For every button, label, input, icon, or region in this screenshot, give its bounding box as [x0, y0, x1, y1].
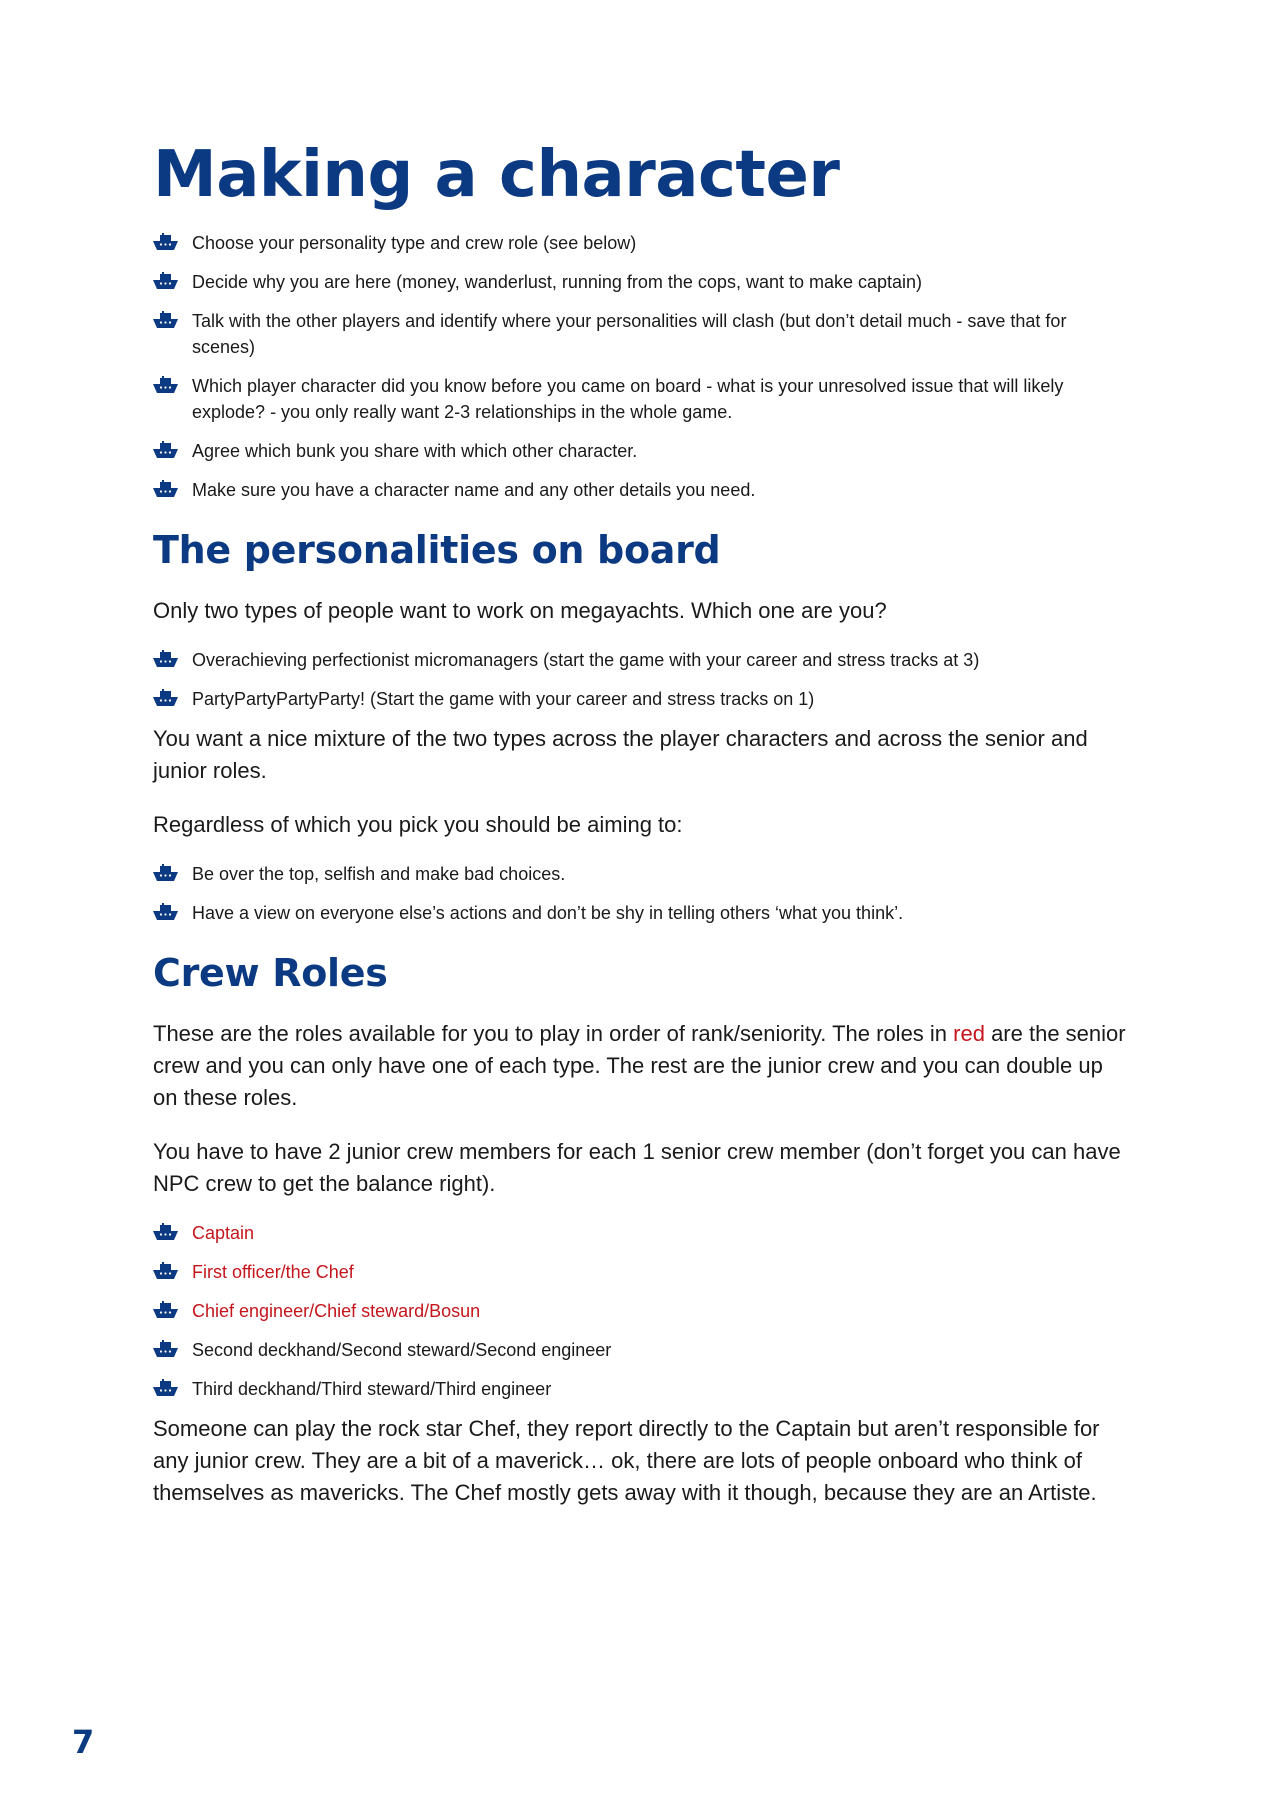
page-content [153, 130, 1128, 1509]
list-item: Which player character did you know before you came on board - what is your unresolved issue that will likely explode? - you only really want 2-3 relationships in the whole game. [153, 373, 1128, 425]
list-item: Decide why you are here (money, wanderlust, running from the cops, want to make captain) [153, 269, 1128, 295]
balance-paragraph: You have to have 2 junior crew members for each 1 senior crew member (don’t forget you can have NPC crew to get the balance right). [153, 1139, 1121, 1196]
list-item: PartyPartyPartyParty! (Start the game with your career and stress tracks on 1) [153, 686, 1128, 712]
section-heading-crew-roles: Crew Roles [153, 951, 388, 995]
page-number: 7 [72, 1723, 95, 1761]
ship-icon [153, 441, 178, 459]
ship-icon [153, 272, 178, 290]
chef-paragraph: Someone can play the rock star Chef, they report directly to the Captain but aren’t responsible for any junior crew. They are a bit of a maverick… ok, there are lots of people onboard who think of themselves as mavericks. The Chef mostly gets away with it though, because they are an Artiste. [153, 1416, 1100, 1505]
page-title: Making a character [153, 138, 840, 212]
ship-icon [153, 311, 178, 329]
list-item: Choose your personality type and crew role (see below) [153, 230, 1128, 256]
roles-list [153, 1220, 1128, 1402]
ship-icon [153, 233, 178, 251]
ship-icon [153, 376, 178, 394]
list-item: Talk with the other players and identify where your personalities will clash (but don’t detail much - save that for scenes) [153, 308, 1128, 360]
character-steps-list [153, 230, 1128, 503]
ship-icon [153, 1340, 178, 1358]
ship-icon [153, 1223, 178, 1241]
red-word: red [953, 1021, 985, 1046]
crew-roles-paragraph: These are the roles available for you to play in order of rank/seniority. The roles in red are the senior crew and you can only have one of each type. The rest are the junior crew and you can double up on these roles. [153, 1021, 1126, 1110]
list-item: Be over the top, selfish and make bad choices. [153, 861, 1128, 887]
ship-icon [153, 650, 178, 668]
aim-list [153, 861, 1128, 926]
personalities-intro: Only two types of people want to work on megayachts. Which one are you? [153, 598, 887, 623]
list-item-senior-role: Captain [153, 1220, 1128, 1246]
list-item-senior-role: First officer/the Chef [153, 1259, 1128, 1285]
aim-intro: Regardless of which you pick you should be aiming to: [153, 812, 683, 837]
list-item: Overachieving perfectionist micromanagers (start the game with your career and stress tracks at 3) [153, 647, 1128, 673]
ship-icon [153, 689, 178, 707]
list-item-senior-role: Chief engineer/Chief steward/Bosun [153, 1298, 1128, 1324]
personality-types-list [153, 647, 1128, 712]
list-item-junior-role: Second deckhand/Second steward/Second engineer [153, 1337, 1128, 1363]
ship-icon [153, 1379, 178, 1397]
ship-icon [153, 1301, 178, 1319]
ship-icon [153, 864, 178, 882]
list-item: Make sure you have a character name and any other details you need. [153, 477, 1128, 503]
list-item: Have a view on everyone else’s actions and don’t be shy in telling others ‘what you think’. [153, 900, 1128, 926]
section-heading-personalities: The personalities on board [153, 528, 721, 572]
ship-icon [153, 1262, 178, 1280]
list-item-junior-role: Third deckhand/Third steward/Third engineer [153, 1376, 1128, 1402]
list-item: Agree which bunk you share with which other character. [153, 438, 1128, 464]
mixture-paragraph: You want a nice mixture of the two types across the player characters and across the senior and junior roles. [153, 726, 1088, 783]
ship-icon [153, 903, 178, 921]
ship-icon [153, 480, 178, 498]
